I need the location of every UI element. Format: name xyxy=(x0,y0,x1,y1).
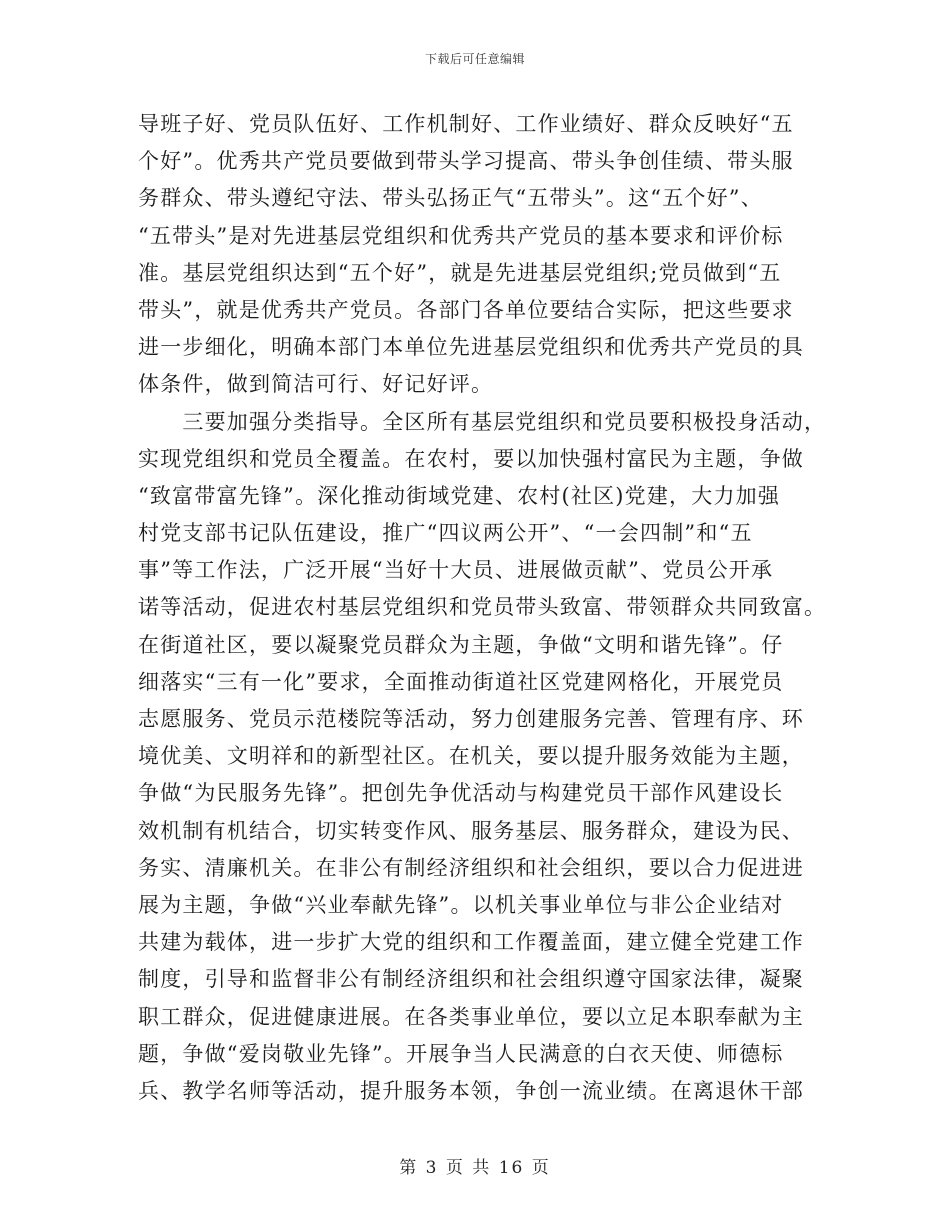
text-line: 兵、教学名师等活动，提升服务本领，争创一流业绩。在离退休干部 xyxy=(138,1078,804,1103)
text-line: 实现党组织和党员全覆盖。在农村，要以加快强村富民为主题，争做 xyxy=(138,446,804,471)
text-line: 展为主题，争做“兴业奉献先锋”。以机关事业单位与非公企业结对 xyxy=(138,892,784,917)
text-line: 职工群众，促进健康进展。在各类事业单位，要以立足本职奉献为主 xyxy=(138,1004,804,1029)
text-line: “致富带富先锋”。深化推动街域党建、农村(社区)党建，大力加强 xyxy=(138,483,781,508)
text-line: 效机制有机结合，切实转变作风、服务基层、服务群众，建设为民、 xyxy=(138,818,804,843)
text-line: “五带头”是对先进基层党组织和优秀共产党员的基本要求和评价标 xyxy=(138,223,784,248)
text-line: 细落实“三有一化”要求，全面推动街道社区党建网格化，开展党员 xyxy=(138,669,784,694)
text-line: 三要加强分类指导。全区所有基层党组织和党员要积极投身活动， xyxy=(138,409,827,434)
text-line: 进一步细化，明确本部门本单位先进基层党组织和优秀共产党员的具 xyxy=(138,335,804,360)
paragraph-2 xyxy=(138,404,827,1111)
text-line: 诺等活动，促进农村基层党组织和党员带头致富、带领群众共同致富。 xyxy=(138,595,827,620)
text-line: 村党支部书记队伍建设，推广“四议两公开”、“一会四制”和“五 xyxy=(138,521,753,546)
text-line: 争做“为民服务先锋”。把创先争优活动与构建党员干部作风建设长 xyxy=(138,781,784,806)
text-line: 制度，引导和监督非公有制经济组织和社会组织遵守国家法律，凝聚 xyxy=(138,967,804,992)
text-line: 个好”。优秀共产党员要做到带头学习提高、带头争创佳绩、带头服 xyxy=(138,149,794,174)
paragraph-1 xyxy=(138,106,810,404)
document-body xyxy=(138,106,827,1110)
text-line: 准。基层党组织达到“五个好”，就是先进基层党组织;党员做到“五 xyxy=(138,260,782,285)
text-line: 带头”，就是优秀共产党员。各部门各单位要结合实际，把这些要求 xyxy=(138,297,794,322)
text-line: 体条件，做到简洁可行、好记好评。 xyxy=(138,372,494,397)
text-line: 务实、清廉机关。在非公有制经济组织和社会组织，要以合力促进进 xyxy=(138,855,804,880)
text-line: 志愿服务、党员示范楼院等活动，努力创建服务完善、管理有序、环 xyxy=(138,707,804,731)
text-line: 事”等工作法，广泛开展“当好十大员、进展做贡献”、党员公开承 xyxy=(138,558,774,583)
text-line: 共建为载体，进一步扩大党的组织和工作覆盖面，建立健全党建工作 xyxy=(138,930,804,955)
text-line: 在街道社区，要以凝聚党员群众为主题，争做“文明和谐先锋”。仔 xyxy=(138,632,784,657)
text-line: 务群众、带头遵纪守法、带头弘扬正气“五带头”。这“五个好”、 xyxy=(138,186,763,211)
text-line: 题，争做“爱岗敬业先锋”。开展争当人民满意的白衣天使、师德标 xyxy=(138,1041,784,1066)
text-line: 导班子好、党员队伍好、工作机制好、工作业绩好、群众反映好“五 xyxy=(138,112,794,136)
page-header: 下载后可任意编辑 xyxy=(424,52,525,66)
text-line: 境优美、文明祥和的新型社区。在机关，要以提升服务效能为主题， xyxy=(138,744,804,769)
page-number: 第 3 页 共 16 页 xyxy=(399,1158,551,1178)
